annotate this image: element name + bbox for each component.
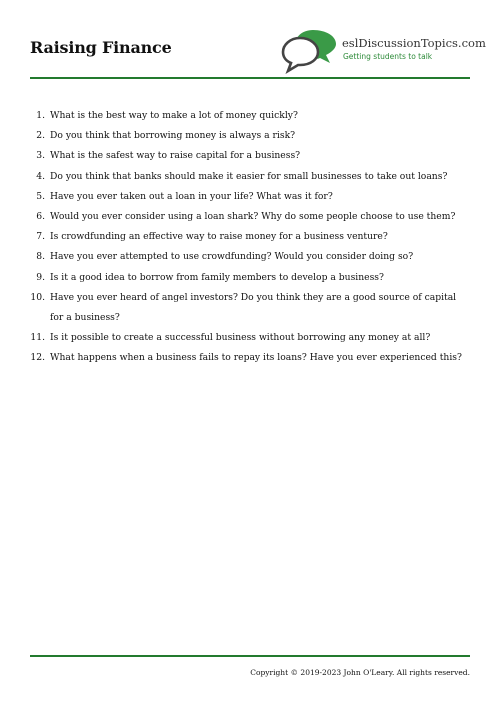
question-text: Is crowdfunding an effective way to raise money for a business venture? <box>50 231 388 243</box>
copyright-notice: Copyright © 2019-2023 John O'Leary. All rights reserved. <box>250 668 470 677</box>
question-number: 12. <box>30 352 45 364</box>
header-divider <box>30 77 470 79</box>
question-item <box>30 288 470 328</box>
question-number: 8. <box>36 251 45 263</box>
question-text: Is it possible to create a successful business without borrowing any money at all? <box>50 332 431 344</box>
speech-bubbles-icon <box>280 28 342 74</box>
question-number: 6. <box>36 211 45 223</box>
question-number: 9. <box>36 271 45 283</box>
question-item <box>30 247 470 267</box>
question-item <box>30 227 470 247</box>
question-text: Do you think that borrowing money is always a risk? <box>50 130 296 142</box>
question-text: Is it a good idea to borrow from family members to develop a business? <box>50 271 384 283</box>
question-item <box>30 187 470 207</box>
question-number: 11. <box>30 332 45 344</box>
question-number: 5. <box>36 190 45 202</box>
question-item <box>30 348 470 368</box>
question-item <box>30 146 470 166</box>
logo-site-name: eslDiscussionTopics.com <box>342 36 486 50</box>
question-text: Have you ever taken out a loan in your life? What was it for? <box>50 190 333 202</box>
question-text: Have you ever attempted to use crowdfunding? Would you consider doing so? <box>50 251 414 263</box>
question-item <box>30 126 470 146</box>
page-title: Raising Finance <box>30 38 172 57</box>
question-item <box>30 167 470 187</box>
question-number: 2. <box>36 130 45 142</box>
question-number: 7. <box>36 231 45 243</box>
question-number: 1. <box>36 110 45 121</box>
question-item <box>30 207 470 227</box>
question-text: What is the best way to make a lot of money quickly? <box>50 110 298 121</box>
question-item <box>30 268 470 288</box>
question-item <box>30 328 470 348</box>
footer-divider <box>30 655 470 657</box>
logo-tagline: Getting students to talk <box>343 52 433 61</box>
question-item <box>30 106 470 126</box>
site-logo <box>280 28 486 74</box>
question-number: 10. <box>30 291 45 303</box>
question-list <box>30 106 470 369</box>
question-text: What happens when a business fails to repay its loans? Have you ever experienced this? <box>50 352 462 364</box>
question-text: Do you think that banks should make it easier for small businesses to take out loans? <box>50 170 448 182</box>
question-number: 4. <box>36 170 45 182</box>
question-text: Have you ever heard of angel investors? Do you think they are a good source of capital for a business? <box>50 291 457 324</box>
question-number: 3. <box>36 150 45 162</box>
question-text: Would you ever consider using a loan shark? Why do some people choose to use them? <box>50 211 456 223</box>
question-text: What is the safest way to raise capital for a business? <box>50 150 301 162</box>
